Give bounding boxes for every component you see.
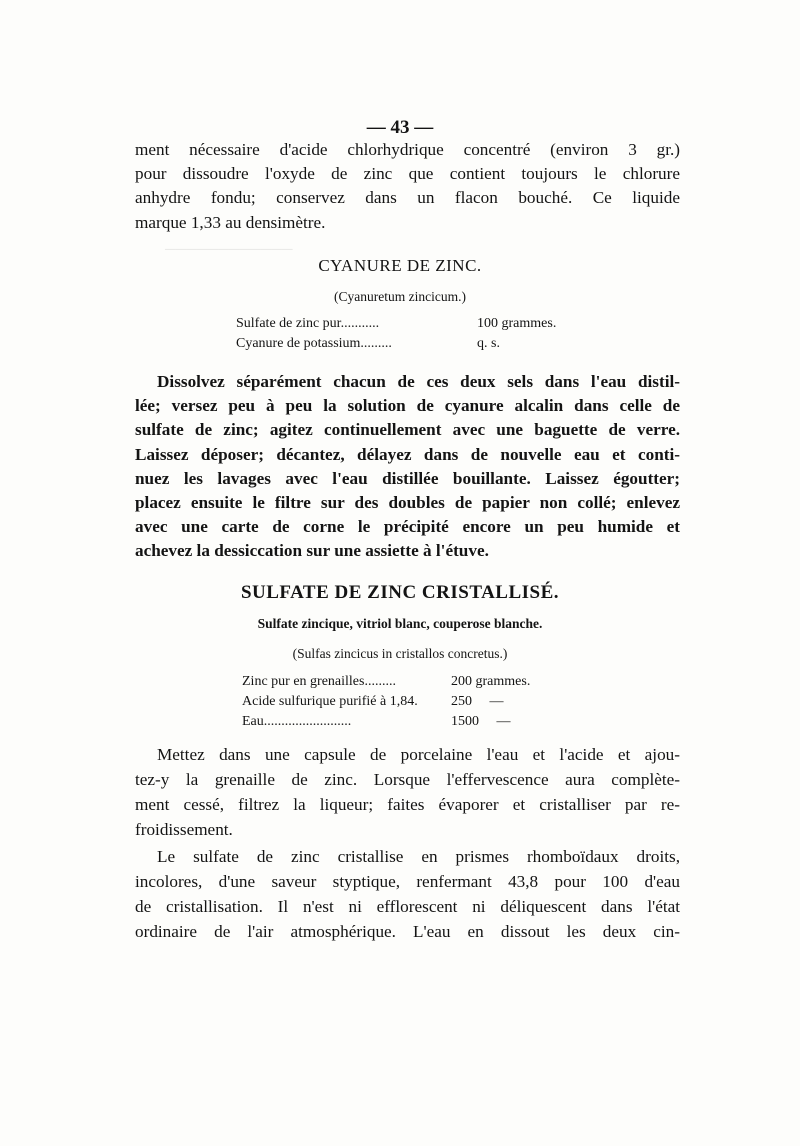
text-line: achevez la dessiccation sur une assiette à l'étuve. [135,541,489,561]
bleed-through-text: ──────────── [165,242,293,258]
ingredient-name: Sulfate de zinc pur........... [236,316,380,331]
synonyms-sulfate: Sulfate zincique, vitriol blanc, couperose blanche. [257,616,543,631]
text-line: pour dissoudre l'oxyde de zinc que contient toujours le chlorure [135,164,680,184]
ingredient-name: Cyanure de potassium......... [236,336,392,351]
ingredient-name: Zinc pur en grenailles......... [242,674,396,689]
ingredient-row [242,712,602,732]
ingredient-name: Eau......................... [242,714,352,729]
ingredient-quantity: 200 grammes. [451,674,531,689]
text-line: avec une carte de corne le précipité encore un peu humide et [135,517,680,537]
text-line: Mettez dans une capsule de porcelaine l'eau et l'acide et ajou- [157,745,680,764]
text-line: Le sulfate de zinc cristallise en prismes rhomboïdaux droits, [157,847,680,866]
ingredient-quantity: 250 — [451,694,504,709]
text-line: ment nécessaire d'acide chlorhydrique concentré (environ 3 gr.) [135,140,680,159]
ingredient-row [242,672,602,692]
text-line: incolores, d'une saveur styptique, renfermant 43,8 pour 100 d'eau [135,872,680,891]
text-line: sulfate de zinc; agitez continuellement avec une baguette de verre. [135,420,680,440]
ingredient-row [236,334,596,354]
ingredient-row [236,314,596,334]
ingredient-row [242,692,602,712]
text-line: de cristallisation. Il n'est ni efflorescent ni déliquescent dans l'état [135,897,680,916]
text-line: tez-y la grenaille de zinc. Lorsque l'effervescence aura complète- [135,770,680,789]
recipe-sulfate [242,672,602,736]
text-line: anhydre fondu; conservez dans un flacon bouché. Ce liquide [135,188,680,208]
text-line: ordinaire de l'air atmosphérique. L'eau en dissout les deux cin- [135,922,680,941]
ingredient-quantity: 1500 — [451,714,511,729]
section-title-sulfate: SULFATE DE ZINC CRISTALLISÉ. [240,582,560,603]
paragraph-3 [135,742,680,842]
text-line: Laissez déposer; décantez, délayez dans de nouvelle eau et conti- [135,444,680,464]
latin-name-sulfate: (Sulfas zincicus in cristallos concretus.) [292,646,508,661]
text-line: marque 1,33 au densimètre. [135,212,326,232]
ingredient-quantity: q. s. [477,336,500,351]
text-line: lée; versez peu à peu la solution de cyanure alcalin dans celle de [135,396,680,416]
recipe-cyanure [236,314,596,356]
section-title-cyanure: CYANURE DE ZINC. [318,256,482,275]
text-line: ment cessé, filtrez la liqueur; faites évaporer et cristalliser par re- [135,795,680,814]
ingredient-name: Acide sulfurique purifié à 1,84. [242,694,418,709]
text-line: froidissement. [135,820,233,839]
text-line: nuez les lavages avec l'eau distillée bouillante. Laissez égoutter; [135,468,680,488]
paragraph-4 [135,844,680,944]
page-number: — 43 — [366,117,434,138]
paragraph-2 [135,370,680,564]
latin-name-cyanure: (Cyanuretum zincicum.) [334,289,466,304]
paragraph-1 [135,138,680,235]
text-line: placez ensuite le filtre sur des doubles de papier non collé; enlevez [135,493,680,513]
text-line: Dissolvez séparément chacun de ces deux sels dans l'eau distil- [157,372,680,391]
ingredient-quantity: 100 grammes. [477,316,557,331]
